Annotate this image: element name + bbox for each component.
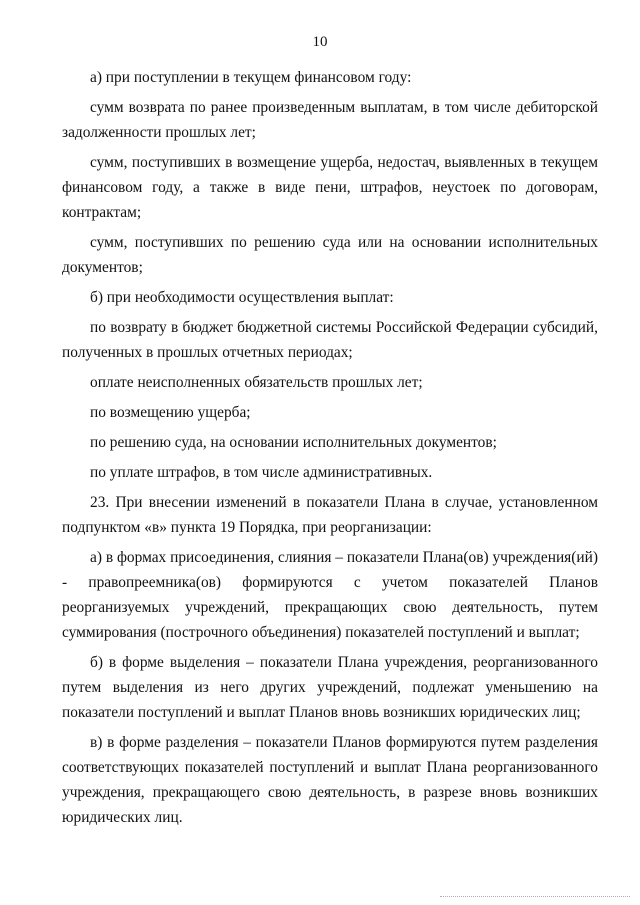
page-number: 10 bbox=[312, 34, 328, 50]
paragraph-a-income: а) при поступлении в текущем финансовом году: bbox=[90, 69, 412, 86]
paragraph-refunds: сумм возврата по ранее произведенным выплатам, в том числе дебиторской задолженности прошлых лет; bbox=[62, 99, 598, 141]
paragraph-spin-off: б) в форме выделения – показатели Плана учреждения, реорганизованного путем выделения из него других учреждений, подлежат уменьшению на показатели поступлений и выплат Планов вновь возникших юридических лиц; bbox=[62, 654, 598, 721]
paragraph-fines: по уплате штрафов, в том числе административных. bbox=[90, 464, 433, 481]
document-body bbox=[62, 62, 598, 832]
paragraph-subsidy-return: по возврату в бюджет бюджетной системы Российской Федерации субсидий, полученных в прошлых отчетных периодах; bbox=[62, 319, 598, 361]
paragraph-damage-compensation: по возмещению ущерба; bbox=[90, 404, 251, 421]
paragraph-court-decision: по решению суда, на основании исполнительных документов; bbox=[90, 434, 497, 451]
paragraph-merger: а) в формах присоединения, слияния – показатели Плана(ов) учреждения(ий) - правопреемника(ов) формируются с учетом показателей Планов реорганизуемых учреждений, прекращающих свою деятельность, путем суммирования (построчного объединения) показателей поступлений и выплат; bbox=[62, 549, 598, 641]
paragraph-b-payments: б) при необходимости осуществления выплат: bbox=[90, 289, 394, 306]
paragraph-court-income: сумм, поступивших по решению суда или на основании исполнительных документов; bbox=[62, 234, 598, 276]
scan-edge-mark bbox=[440, 896, 630, 900]
paragraph-item-23: 23. При внесении изменений в показатели Плана в случае, установленном подпунктом «в» пункта 19 Порядка, при реорганизации: bbox=[62, 494, 598, 536]
paragraph-damages: сумм, поступивших в возмещение ущерба, недостач, выявленных в текущем финансовом году, а также в виде пени, штрафов, неустоек по договорам, контрактам; bbox=[62, 154, 598, 221]
paragraph-unfulfilled-obligations: оплате неисполненных обязательств прошлых лет; bbox=[90, 374, 423, 391]
paragraph-division: в) в форме разделения – показатели Планов формируются путем разделения соответствующих показателей поступлений и выплат Плана реорганизованного учреждения, прекращающего свою деятельность, в разрезе вновь возникших юридических лиц. bbox=[62, 734, 598, 826]
